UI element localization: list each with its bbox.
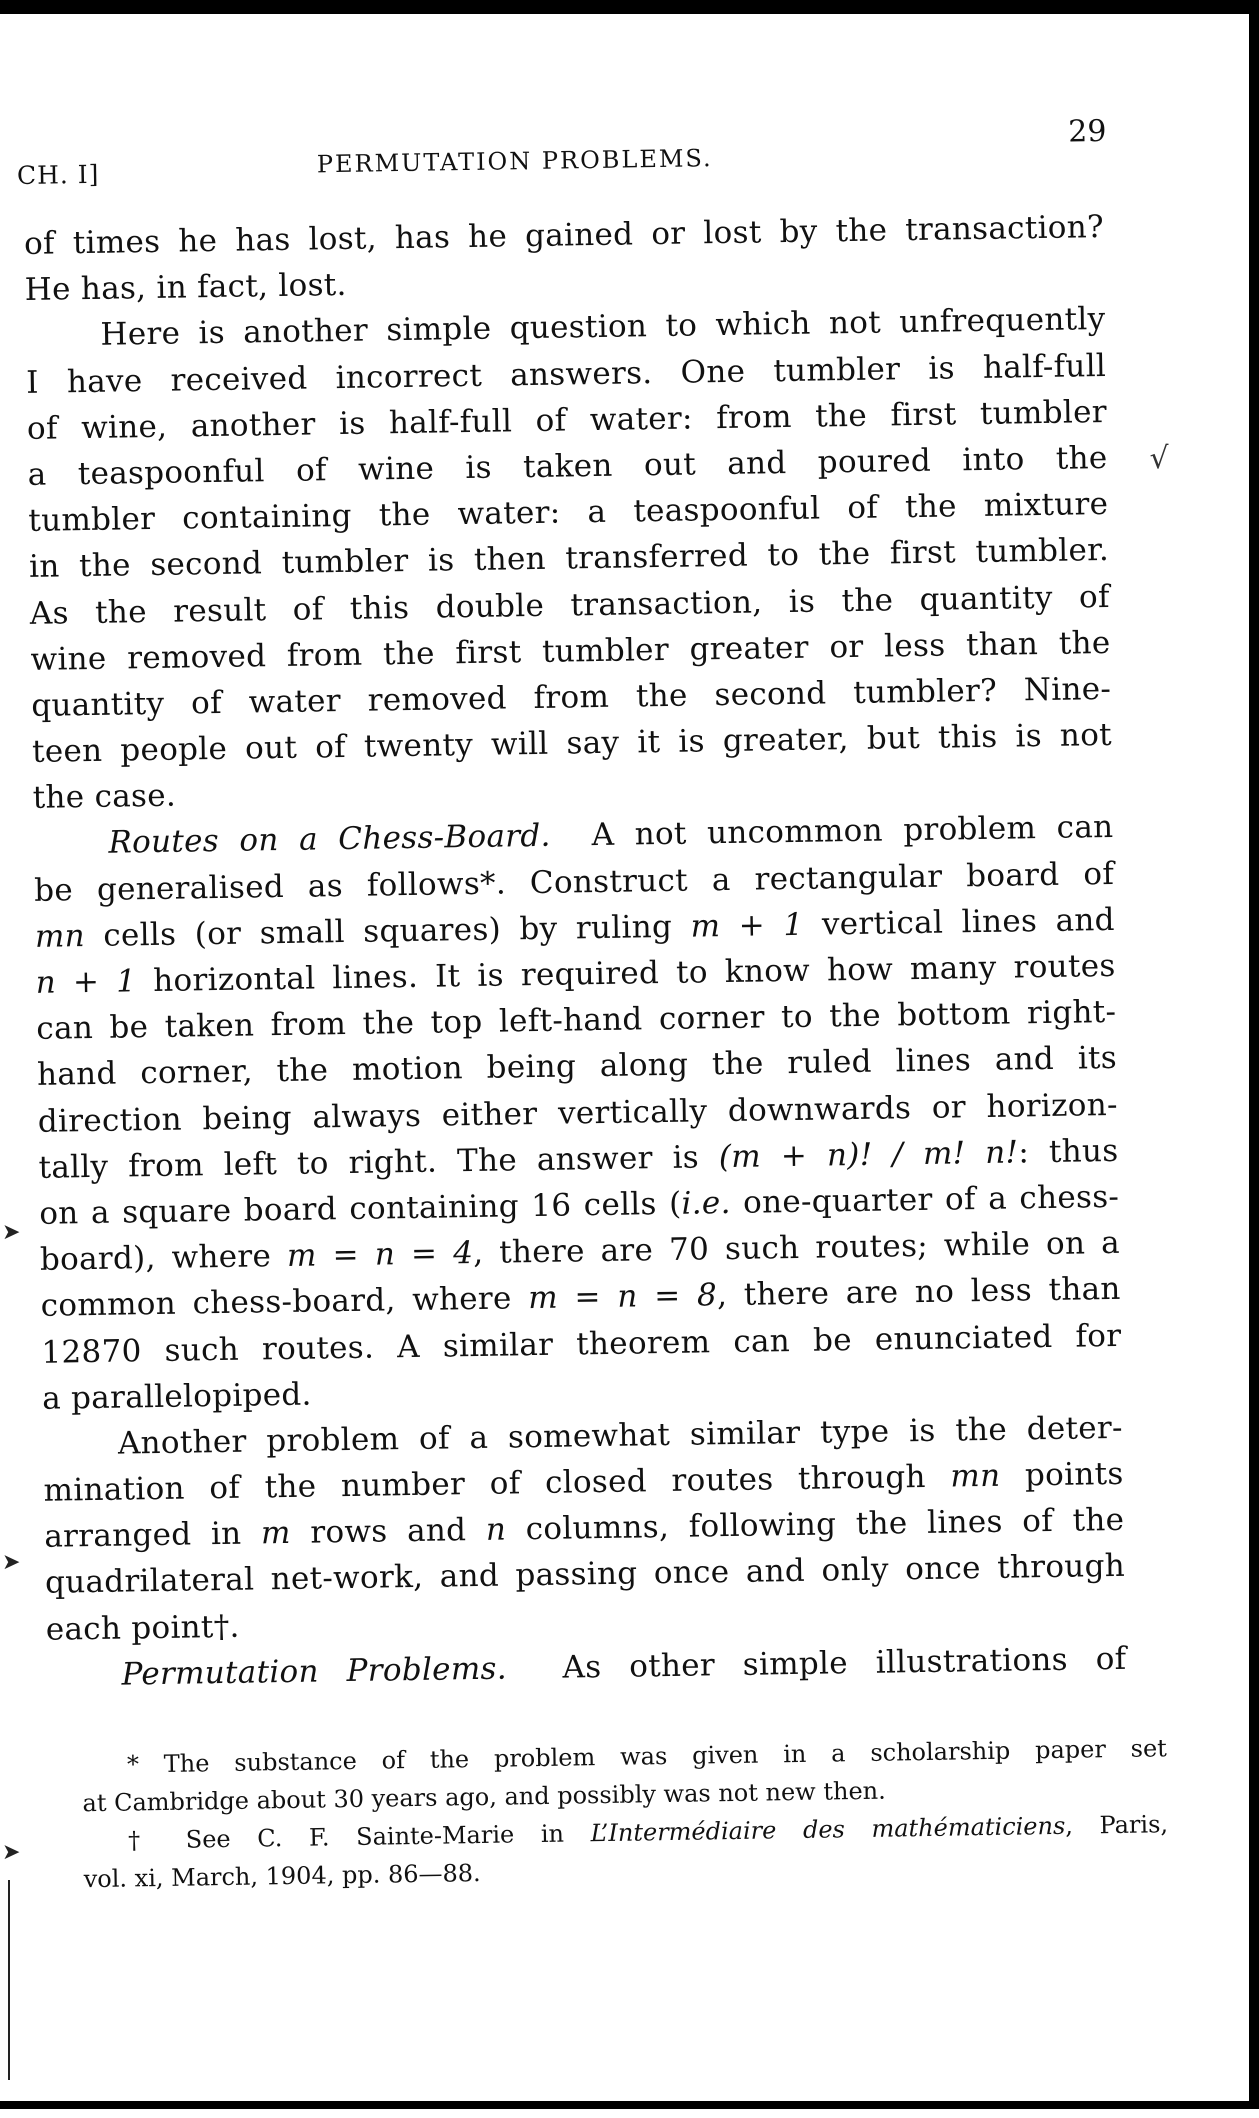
text-line: the case. bbox=[32, 777, 177, 817]
paragraph-start: Another problem of a somewhat similar type is the deter- bbox=[117, 1409, 1124, 1462]
text-line: of wine, another is half-full of water: from the first tumbler bbox=[26, 393, 1108, 447]
text-line: a parallelopiped. bbox=[41, 1376, 312, 1417]
body-text bbox=[24, 204, 1127, 1699]
chapter-label: CH. I] bbox=[16, 159, 100, 191]
journal-title: L’Intermédiaire des mathématiciens bbox=[590, 1811, 1066, 1848]
text-line: I have received incorrect answers. One tumbler is half-full bbox=[25, 347, 1107, 401]
scan-left-edge bbox=[8, 1880, 10, 2080]
formula: (m + n)! / m! n! bbox=[718, 1134, 1019, 1175]
margin-checkmark-icon: √ bbox=[1149, 441, 1169, 477]
text-line: 12870 such routes. A similar theorem can be enunciated for bbox=[41, 1317, 1122, 1371]
text-line: on a square board containing 16 cells (i.e. one-quarter of a chess- bbox=[39, 1178, 1120, 1232]
text-line: of times he has lost, has he gained or lost by the transaction? bbox=[23, 208, 1105, 262]
text-line: quantity of water removed from the second tumbler? Nine- bbox=[31, 670, 1112, 724]
footnote-dagger: † See C. F. Sainte-Marie in L’Intermédiaire des mathématiciens, Paris, bbox=[127, 1810, 1169, 1855]
paragraph-start: Permutation Problems. As other simple illustrations of bbox=[121, 1640, 1127, 1693]
text-line: As the result of this double transaction, is the quantity of bbox=[29, 578, 1111, 632]
running-title: PERMUTATION PROBLEMS. bbox=[316, 144, 713, 179]
text-line: common chess-board, where m = n = 8, there are no less than bbox=[40, 1271, 1121, 1325]
text-line: wine removed from the first tumbler greater or less than the bbox=[30, 624, 1111, 678]
text-line: n + 1 horizontal lines. It is required to know how many routes bbox=[35, 947, 1116, 1001]
margin-arrow-icon: ➤ bbox=[2, 1840, 21, 1865]
margin-arrow-icon: ➤ bbox=[2, 1220, 21, 1245]
text-line: can be taken from the top left-hand corner to the bottom right- bbox=[36, 994, 1117, 1048]
text-line: He has, in fact, lost. bbox=[24, 267, 347, 309]
footnotes bbox=[82, 1729, 1169, 1898]
paragraph-start: Here is another simple question to which not unfrequently bbox=[100, 301, 1106, 354]
footnote-dagger-cont: vol. xi, March, 1904, pp. 86—88. bbox=[83, 1858, 481, 1894]
text-line: arranged in m rows and n columns, following the lines of the bbox=[44, 1502, 1125, 1556]
text-line: each point†. bbox=[45, 1608, 240, 1648]
text-line: hand corner, the motion being along the ruled lines and its bbox=[36, 1040, 1118, 1094]
footnote-asterisk-cont: at Cambridge about 30 years ago, and possibly was not new then. bbox=[82, 1776, 886, 1818]
text-line: tumbler containing the water: a teaspoonful of the mixture bbox=[28, 486, 1109, 540]
margin-arrow-icon: ➤ bbox=[2, 1550, 21, 1575]
text-line: direction being always either vertically downwards or horizon- bbox=[37, 1086, 1118, 1140]
text-line: be generalised as follows*. Construct a rectangular board of bbox=[33, 855, 1115, 909]
running-header bbox=[16, 113, 1108, 199]
section-heading-permutation: Permutation Problems. bbox=[121, 1650, 508, 1693]
paragraph-start: Routes on a Chess-Board. A not uncommon problem can bbox=[108, 809, 1114, 862]
text-line: mination of the number of closed routes through mn points bbox=[43, 1455, 1124, 1509]
section-heading-routes: Routes on a Chess-Board. bbox=[108, 818, 551, 862]
text-line: mn cells (or small squares) by ruling m + 1 vertical lines and bbox=[34, 901, 1116, 955]
text-line: board), where m = n = 4, there are 70 such routes; while on a bbox=[39, 1224, 1121, 1278]
footnote-asterisk: * The substance of the problem was given in a scholarship paper set bbox=[126, 1734, 1168, 1779]
text-line: teen people out of twenty will say it is greater, but this is not bbox=[31, 716, 1113, 770]
text-line: tally from left to right. The answer is (m + n)! / m! n!: thus bbox=[38, 1132, 1119, 1186]
text-line: in the second tumbler is then transferred to the first tumbler. bbox=[28, 532, 1110, 586]
text-line: a teaspoonful of wine is taken out and poured into the bbox=[27, 439, 1108, 493]
text-line: quadrilateral net-work, and passing once and only once through bbox=[44, 1548, 1126, 1602]
page-number: 29 bbox=[1067, 113, 1107, 150]
